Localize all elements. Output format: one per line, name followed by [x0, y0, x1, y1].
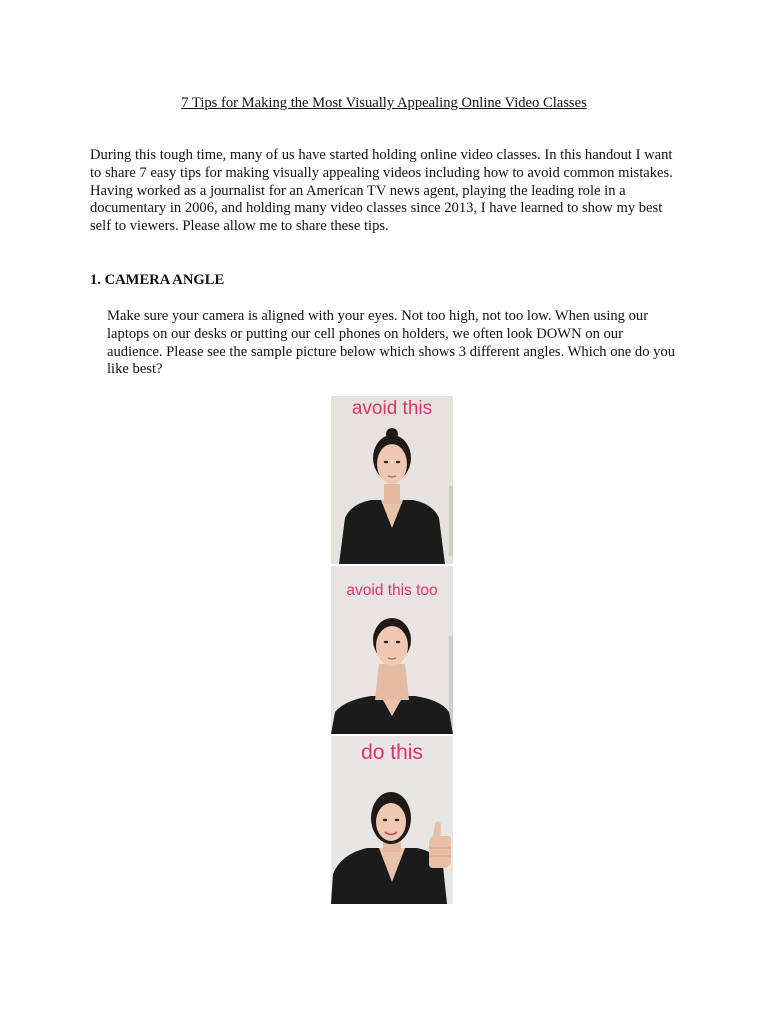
photo-caption-do-this: do this [361, 741, 423, 764]
document-title: 7 Tips for Making the Most Visually Appealing Online Video Classes [181, 95, 587, 111]
sample-photo-eye-level [331, 736, 453, 904]
intro-paragraph: During this tough time, many of us have started holding online video classes. In this handout I want to share 7 easy tips for making visually appealing videos including how to avoid common mistakes. Having worked as a journalist for an American TV news agent, playing the leading role in a documentary in 2006, and holding many video classes since 2013, I have learned to show my best self to viewers. Please allow me to share these tips. [90, 147, 673, 235]
camera-angle-photo-stack [331, 396, 453, 904]
section-heading-camera-angle: 1. CAMERA ANGLE [90, 272, 225, 288]
photo-caption-avoid-this: avoid this [351, 398, 433, 419]
sample-photo-high-angle [331, 396, 453, 564]
sample-photo-low-angle [331, 566, 453, 734]
photo-caption-avoid-this-too: avoid this too [346, 582, 438, 599]
person-high-angle-illustration [331, 396, 453, 564]
section-body-camera-angle: Make sure your camera is aligned with your eyes. Not too high, not too low. When using our laptops on our desks or putting our cell phones on holders, we often look DOWN on our audience. Please see the sample picture below which shows 3 different angles. Which one do you like best? [107, 308, 676, 378]
